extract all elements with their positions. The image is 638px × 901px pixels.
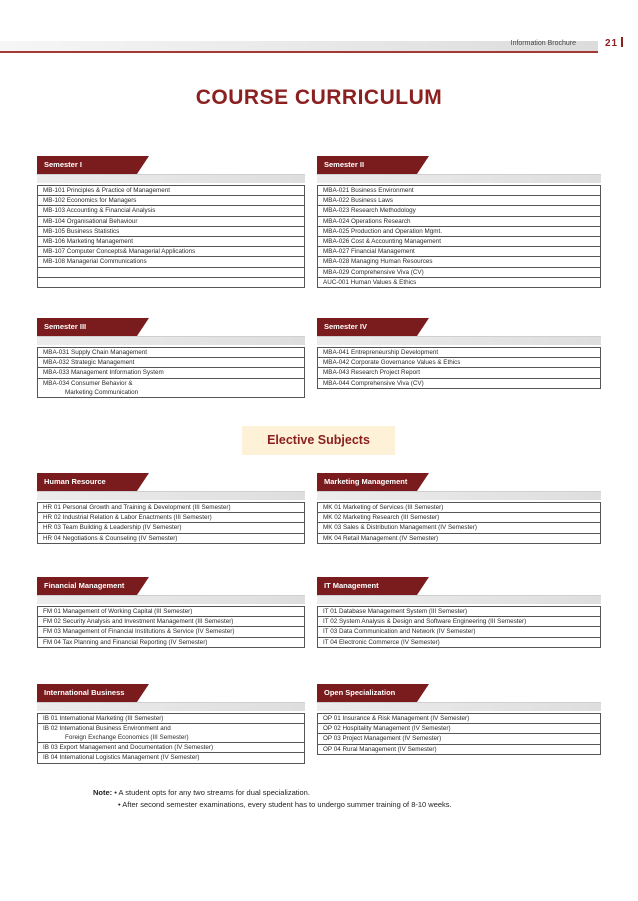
table-row: OP 02 Hospitality Management (IV Semester) — [317, 724, 601, 734]
note — [93, 787, 452, 811]
section-label: International Business — [37, 684, 137, 702]
section-stripe — [317, 336, 601, 345]
course-table — [37, 185, 305, 288]
table-row: HR 04 Negotiations & Counseling (IV Semester) — [37, 534, 305, 544]
table-row: MK 03 Sales & Distribution Management (IV Semester) — [317, 523, 601, 533]
table-row: MBA-028 Managing Human Resources — [317, 257, 601, 267]
note-line-2: • After second semester examinations, every student has to undergo summer training of 8-10 weeks. — [118, 800, 452, 809]
section-header — [317, 318, 601, 344]
table-row: IT 02 System Analysis & Design and Software Engineering (III Semester) — [317, 617, 601, 627]
section-header — [37, 318, 305, 344]
table-row: MBA-027 Financial Management — [317, 247, 601, 257]
page-title: COURSE CURRICULUM — [195, 86, 443, 109]
section-label: Semester III — [37, 318, 137, 336]
section-header — [37, 684, 305, 710]
section-label: Semester II — [317, 156, 417, 174]
financial-management-section — [37, 577, 305, 648]
human-resource-section — [37, 473, 305, 544]
section-label: IT Management — [317, 577, 417, 595]
page-number-value: 21 — [605, 38, 619, 49]
table-row: MB-102 Economics for Managers — [37, 196, 305, 206]
semester-1-section — [37, 156, 305, 288]
table-row: FM 03 Management of Financial Institutions & Service (IV Semester) — [37, 627, 305, 637]
table-row: IB 03 Export Management and Documentation (IV Semester) — [37, 743, 305, 753]
table-row: MBA-032 Strategic Management — [37, 358, 305, 368]
course-table — [37, 713, 305, 764]
section-stripe — [317, 174, 601, 183]
section-stripe — [37, 595, 305, 604]
international-business-section — [37, 684, 305, 764]
section-label: Semester I — [37, 156, 137, 174]
table-row: OP 04 Rural Management (IV Semester) — [317, 745, 601, 755]
semester-4-section — [317, 318, 601, 389]
row-line-2: Marketing Communication — [65, 388, 139, 396]
table-row: MB-103 Accounting & Financial Analysis — [37, 206, 305, 216]
table-row: MK 04 Retail Management (IV Semester) — [317, 534, 601, 544]
table-row: IT 04 Electronic Commerce (IV Semester) — [317, 638, 601, 648]
section-label-tab — [137, 577, 149, 595]
section-label-tab — [417, 156, 429, 174]
elective-subjects-heading: Elective Subjects — [242, 426, 395, 455]
table-row: FM 04 Tax Planning and Financial Reporting (IV Semester) — [37, 638, 305, 648]
open-specialization-section — [317, 684, 601, 755]
section-label-tab — [137, 156, 149, 174]
table-row: MBA-021 Business Environment — [317, 186, 601, 196]
table-row: MB-108 Managerial Communications — [37, 257, 305, 267]
section-label-tab — [417, 473, 429, 491]
course-table — [37, 347, 305, 398]
table-row: MK 01 Marketing of Services (III Semester) — [317, 503, 601, 513]
section-header — [37, 577, 305, 603]
section-label: Financial Management — [37, 577, 137, 595]
table-row: IT 01 Database Management System (III Semester) — [317, 607, 601, 617]
table-row: MBA-041 Entrepreneurship Development — [317, 348, 601, 358]
section-label-tab — [417, 577, 429, 595]
course-table — [37, 502, 305, 544]
it-management-section — [317, 577, 601, 648]
section-header — [37, 156, 305, 182]
table-row: MBA-029 Comprehensive Viva (CV) — [317, 268, 601, 278]
section-stripe — [37, 174, 305, 183]
semester-3-section — [37, 318, 305, 398]
table-row: HR 03 Team Building & Leadership (IV Semester) — [37, 523, 305, 533]
section-header — [317, 684, 601, 710]
table-row: OP 01 Insurance & Risk Management (IV Semester) — [317, 714, 601, 724]
table-row — [37, 724, 305, 743]
section-header — [317, 156, 601, 182]
table-row: HR 01 Personal Growth and Training & Development (III Semester) — [37, 503, 305, 513]
section-label: Semester IV — [317, 318, 417, 336]
table-row: MBA-031 Supply Chain Management — [37, 348, 305, 358]
table-row: MBA-043 Research Project Report — [317, 368, 601, 378]
table-row: MBA-025 Production and Operation Mgmt. — [317, 227, 601, 237]
table-row: AUC-001 Human Values & Ethics — [317, 278, 601, 288]
table-row — [37, 379, 305, 398]
table-row — [37, 278, 305, 288]
marketing-management-section — [317, 473, 601, 544]
section-header — [37, 473, 305, 499]
table-row: MB-105 Business Statistics — [37, 227, 305, 237]
table-row: MB-106 Marketing Management — [37, 237, 305, 247]
table-row: FM 01 Management of Working Capital (III Semester) — [37, 607, 305, 617]
row-line-2: Foreign Exchange Economics (III Semester) — [65, 734, 189, 742]
section-stripe — [317, 702, 601, 711]
page-number-bar — [621, 37, 623, 47]
row-line-1: IB 02 International Business Environment and — [43, 725, 171, 733]
section-label-tab — [417, 684, 429, 702]
course-table — [317, 347, 601, 389]
section-label: Open Specialization — [317, 684, 417, 702]
table-row: MBA-033 Management Information System — [37, 368, 305, 378]
table-row: MBA-024 Operations Research — [317, 217, 601, 227]
section-stripe — [37, 336, 305, 345]
course-table — [317, 606, 601, 648]
section-label-tab — [137, 473, 149, 491]
section-label-tab — [137, 684, 149, 702]
table-row: MB-104 Organisational Behaviour — [37, 217, 305, 227]
table-row: FM 02 Security Analysis and Investment Management (III Semester) — [37, 617, 305, 627]
section-label-tab — [137, 318, 149, 336]
section-stripe — [37, 702, 305, 711]
table-row: MBA-026 Cost & Accounting Management — [317, 237, 601, 247]
table-row: MBA-023 Research Methodology — [317, 206, 601, 216]
table-row: IB 01 International Marketing (III Semester) — [37, 714, 305, 724]
table-row: IB 04 International Logistics Management (IV Semester) — [37, 753, 305, 763]
section-header — [317, 577, 601, 603]
table-row: MK 02 Marketing Research (III Semester) — [317, 513, 601, 523]
section-label: Marketing Management — [317, 473, 417, 491]
table-row: OP 03 Project Management (IV Semester) — [317, 734, 601, 744]
course-table — [37, 606, 305, 648]
section-header — [317, 473, 601, 499]
course-table — [317, 502, 601, 544]
table-row: MBA-022 Business Laws — [317, 196, 601, 206]
table-row: HR 02 Industrial Relation & Labor Enactments (III Semester) — [37, 513, 305, 523]
note-label: Note: — [93, 788, 113, 797]
section-stripe — [317, 491, 601, 500]
table-row: MBA-042 Corporate Governance Values & Ethics — [317, 358, 601, 368]
table-row — [37, 268, 305, 278]
course-table — [317, 185, 601, 288]
semester-2-section — [317, 156, 601, 288]
section-stripe — [317, 595, 601, 604]
table-row: IT 03 Data Communication and Network (IV Semester) — [317, 627, 601, 637]
header-rule — [0, 51, 598, 53]
page-number — [605, 37, 623, 49]
table-row: MBA-044 Comprehensive Viva (CV) — [317, 379, 601, 389]
section-label: Human Resource — [37, 473, 137, 491]
row-line-1: MBA-034 Consumer Behavior & — [43, 379, 133, 387]
table-row: MB-101 Principles & Practice of Management — [37, 186, 305, 196]
section-label-tab — [417, 318, 429, 336]
section-stripe — [37, 491, 305, 500]
course-table — [317, 713, 601, 755]
brochure-label: Information Brochure — [510, 40, 576, 47]
table-row: MB-107 Computer Concepts& Managerial Applications — [37, 247, 305, 257]
note-line-1: • A student opts for any two streams for dual specialization. — [114, 788, 310, 797]
